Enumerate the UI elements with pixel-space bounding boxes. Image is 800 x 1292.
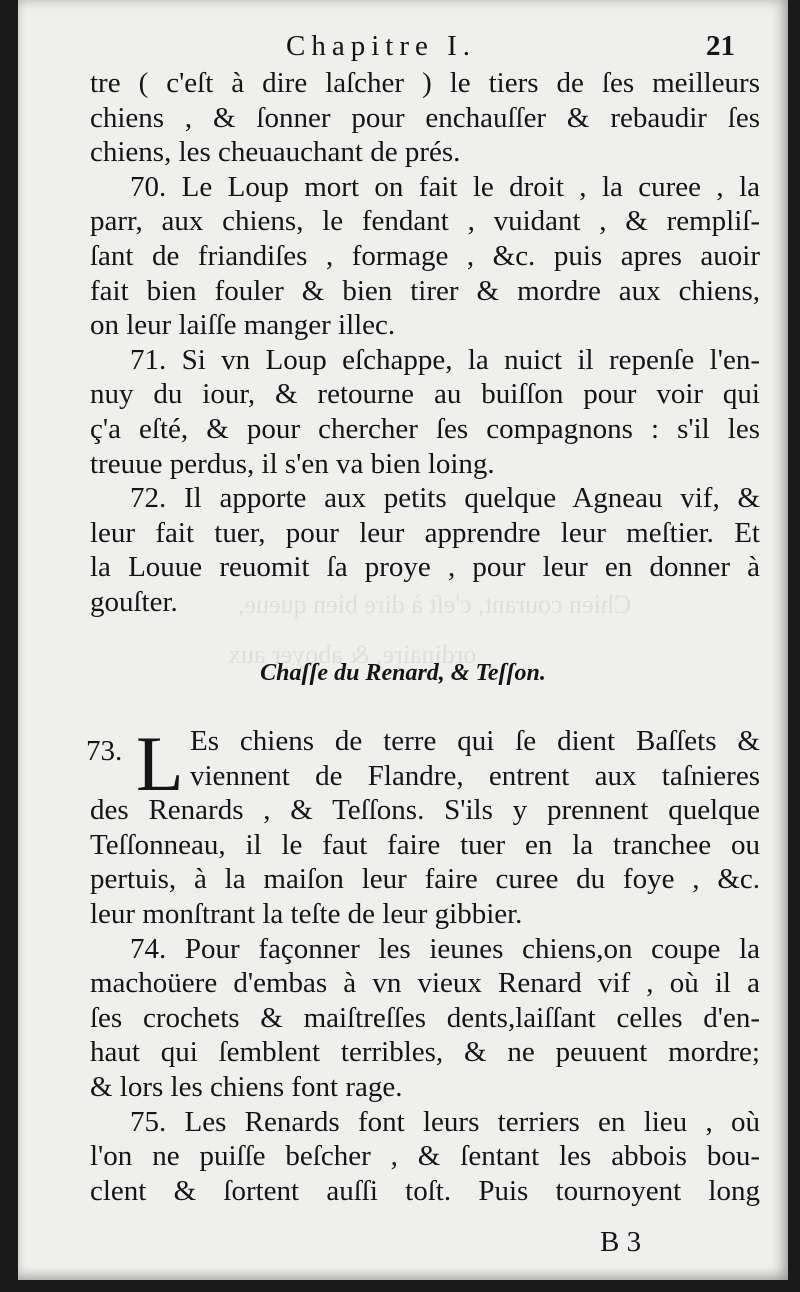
signature-mark: B 3: [600, 1226, 642, 1258]
text-line: haut qui ſemblent terribles, & ne peuuent mordre;: [90, 1036, 760, 1069]
text-line: ç'a eſté, & pour chercher ſes compagnons : s'il les: [90, 412, 760, 445]
paragraph-73: [86, 720, 760, 807]
text-line: parr, aux chiens, le fendant , vuidant , & rempliſ-: [90, 205, 760, 238]
text-line: l'on ne puiſſe beſcher , & ſentant les abbois bou-: [90, 1140, 760, 1173]
text-line: leur monſtrant la teſte de leur gibbier.: [90, 897, 523, 930]
book-page: [18, 0, 788, 1280]
text-line: tre ( c'eſt à dire laſcher ) le tiers de ſes meilleurs: [90, 67, 760, 99]
text-line: des Renards , & Teſſons. S'ils y prennent quelque: [90, 794, 760, 827]
text-line: on leur laiſſe manger illec.: [90, 309, 396, 342]
text-line: 75. Les Renards font leurs terriers en lieu , où: [130, 1105, 760, 1138]
text-line: ſes crochets & maiſtreſſes dents,laiſſant celles d'en-: [90, 1001, 760, 1034]
paragraph-number: 73.: [86, 735, 123, 767]
text-line: 71. Si vn Loup eſchappe, la nuict il repenſe l'en-: [130, 343, 760, 376]
text-block-top: [90, 66, 760, 620]
chapter-title: Chapitre I.: [286, 30, 477, 62]
show-through-text: Chien courant, c'eſt à dire bien queue,: [238, 590, 632, 619]
text-line: chiens , & ſonner pour enchauſſer & rebaudir ſes: [90, 101, 760, 134]
text-block-bottom: [86, 720, 760, 1208]
page-number: 21: [706, 30, 735, 62]
text-line: treuue perdus, il s'en va bien loing.: [90, 447, 495, 480]
text-line: fait bien fouler & bien tirer & mordre aux chiens,: [90, 274, 760, 307]
text-line: leur fait tuer, pour leur apprendre leur meſtier. Et: [90, 516, 760, 549]
text-line: clent & ſortent auſſi toſt. Puis tournoyent long: [90, 1174, 760, 1207]
text-line: Es chiens de terre qui ſe dient Baſſets &: [190, 725, 760, 757]
text-line: pertuis, à la maiſon leur faire curee du foye , &c.: [90, 863, 760, 896]
section-heading: Chaſſe du Renard, & Teſſon.: [260, 660, 546, 686]
text-line: 72. Il apporte aux petits quelque Agneau vif, &: [130, 482, 760, 515]
text-line: nuy du iour, & retourne au buiſſon pour voir qui: [90, 378, 760, 411]
text-line: viennent de Flandre, entrent aux taſnieres: [190, 759, 760, 792]
text-line: Teſſonneau, il le faut faire tuer en la tranchee ou: [90, 828, 760, 861]
text-line: 74. Pour façonner les ieunes chiens,on coupe la: [130, 932, 760, 965]
text-line: 70. Le Loup mort on fait le droit , la curee , la: [130, 170, 760, 203]
show-through-text: ordinaire, & aboyer aux: [228, 640, 477, 669]
running-head: [18, 30, 788, 66]
text-line: gouſter.: [90, 585, 178, 618]
text-line: machoüere d'embas à vn vieux Renard vif , où il a: [90, 967, 760, 1000]
text-line: & lors les chiens font rage.: [90, 1070, 403, 1103]
text-line: chiens, les cheuauchant de prés.: [90, 136, 461, 169]
text-line: ſant de friandiſes , formage , &c. puis apres auoir: [90, 239, 760, 272]
drop-cap: L: [136, 720, 184, 807]
text-line: la Louue reuomit ſa proye , pour leur en donner à: [90, 551, 760, 584]
